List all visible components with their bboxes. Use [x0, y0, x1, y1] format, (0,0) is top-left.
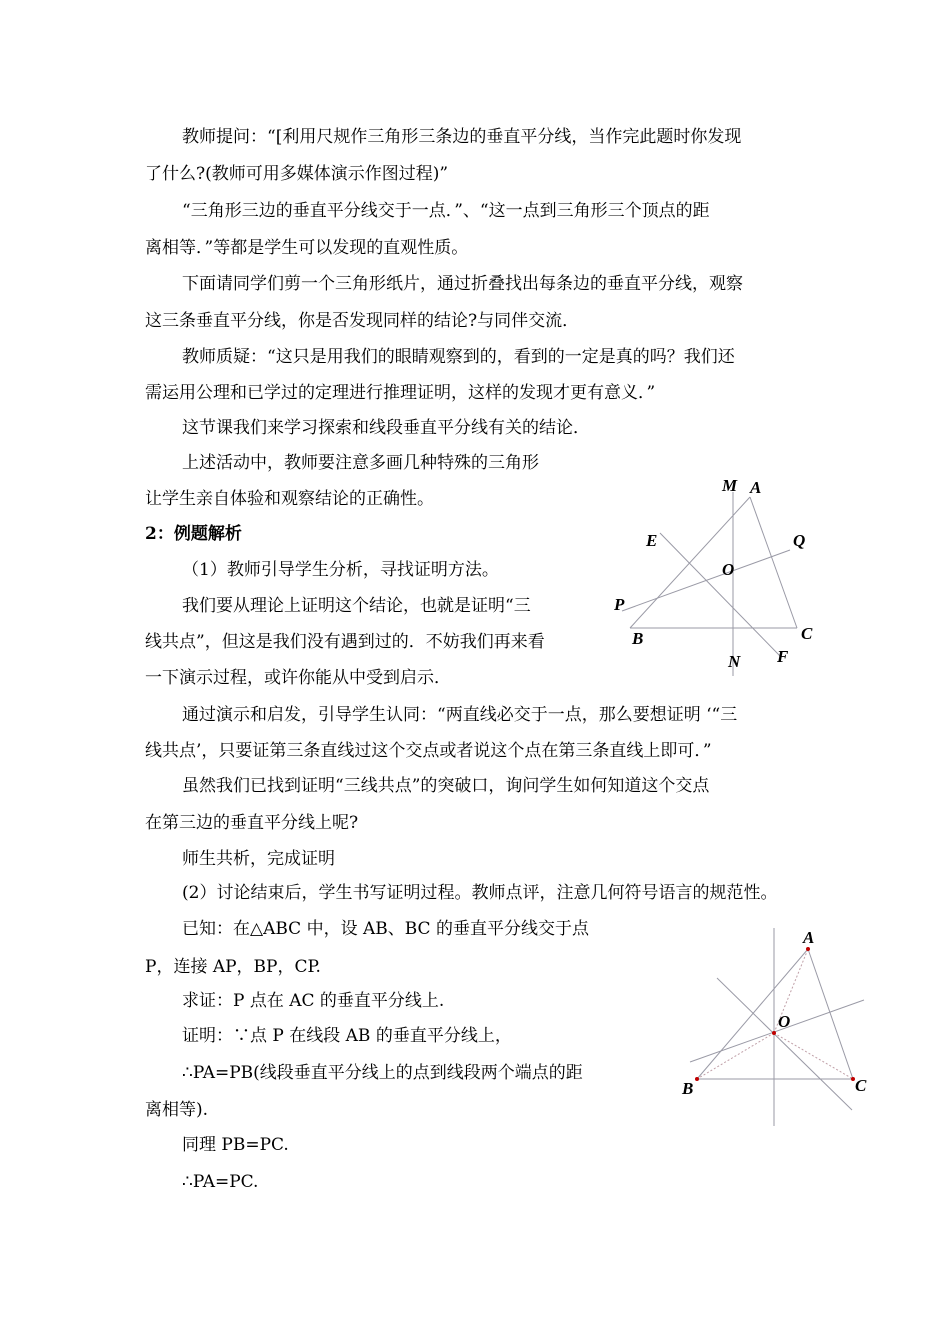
point-a	[806, 947, 810, 951]
paragraph-line: 一下演示过程，或许你能从中受到启示．	[145, 668, 451, 688]
label-m: M	[722, 476, 738, 495]
paragraph-line: 离相等．”等都是学生可以发现的直观性质。	[145, 238, 469, 258]
paragraph-line: 通过演示和启发，引导学生认同：“两直线必交于一点，那么要想证明 ‘“三	[182, 705, 738, 725]
paragraph-line: ∴PA=PB(线段垂直平分线上的点到线段两个端点的距	[182, 1063, 583, 1083]
paragraph-line: 离相等).	[145, 1100, 209, 1120]
paragraph-line: 同理 PB=PC.	[182, 1135, 289, 1155]
paragraph-line: 教师提问：“[利用尺规作三角形三条边的垂直平分线，当作完此题时你发现	[182, 127, 742, 147]
paragraph-line: ∴PA=PC.	[182, 1172, 259, 1192]
side-ab-2	[697, 949, 808, 1079]
paragraph-line: 下面请同学们剪一个三角形纸片，通过折叠找出每条边的垂直平分线，观察	[182, 274, 743, 294]
label-n: N	[728, 652, 741, 671]
paragraph-line: 让学生亲自体验和观察结论的正确性。	[145, 489, 434, 509]
paragraph-line: “三角形三边的垂直平分线交于一点．”、“这一点到三角形三个顶点的距	[182, 201, 710, 221]
label-p: P	[614, 595, 625, 614]
figure-perpendicular-bisectors-2	[681, 928, 867, 1126]
bisector-ab-2	[717, 978, 852, 1110]
label-a: A	[750, 478, 762, 497]
paragraph-line: 师生共析，完成证明	[182, 849, 335, 869]
paragraph-line: 证明：∵点 P 在线段 AB 的垂直平分线上，	[182, 1026, 512, 1046]
bisector-ef	[660, 533, 780, 656]
label-a-2: A	[803, 928, 815, 947]
paragraph-line: 已知：在△ABC 中，设 AB、BC 的垂直平分线交于点	[182, 919, 589, 939]
label-c-2: C	[855, 1076, 867, 1095]
paragraph-line: 线共点”，但这是我们没有遇到过的．不妨我们再来看	[145, 632, 545, 652]
paragraph-line: （1）教师引导学生分析，寻找证明方法。	[182, 560, 499, 580]
paragraph-line: (2）讨论结束后，学生书写证明过程。教师点评，注意几何符号语言的规范性。	[182, 883, 778, 903]
side-ac-2	[808, 949, 853, 1079]
paragraph-line: 在第三边的垂直平分线上呢?	[145, 813, 359, 833]
label-f: F	[777, 647, 789, 666]
paragraph-line: 我们要从理论上证明这个结论，也就是证明“三	[182, 596, 531, 616]
label-o: O	[722, 560, 735, 579]
paragraph-line: 这节课我们来学习探索和线段垂直平分线有关的结论．	[182, 418, 590, 438]
paragraph-line: 了什么?(教师可用多媒体演示作图过程)”	[145, 164, 449, 184]
paragraph-line: P，连接 AP，BP，CP.	[145, 957, 321, 977]
segment-ob	[697, 1033, 774, 1079]
label-o-2: O	[778, 1012, 791, 1031]
paragraph-line: 线共点’，只要证第三条直线过这个交点或者说这个点在第三条直线上即可．”	[145, 741, 712, 761]
label-b-2: B	[682, 1079, 694, 1098]
paragraph-line: 虽然我们已找到证明“三线共点”的突破口，询问学生如何知道这个交点	[182, 776, 710, 796]
label-b: B	[632, 629, 644, 648]
point-o	[772, 1031, 776, 1035]
paragraph-line: 上述活动中，教师要注意多画几种特殊的三角形	[182, 453, 539, 473]
bisector-ac-2	[690, 1000, 864, 1062]
paragraph-line: 这三条垂直平分线，你是否发现同样的结论?与同伴交流．	[145, 311, 580, 331]
paragraph-line: 教师质疑：“这只是用我们的眼睛观察到的，看到的一定是真的吗？我们还	[182, 347, 735, 367]
point-b	[695, 1077, 699, 1081]
label-e: E	[646, 531, 658, 550]
side-ac	[750, 497, 797, 628]
paragraph-line: 需运用公理和已学过的定理进行推理证明，这样的发现才更有意义．”	[145, 383, 656, 403]
label-c: C	[801, 624, 813, 643]
section-heading: 2：例题解析	[145, 524, 242, 544]
paragraph-line: 求证：P 点在 AC 的垂直平分线上.	[182, 991, 445, 1011]
label-q: Q	[793, 531, 806, 550]
